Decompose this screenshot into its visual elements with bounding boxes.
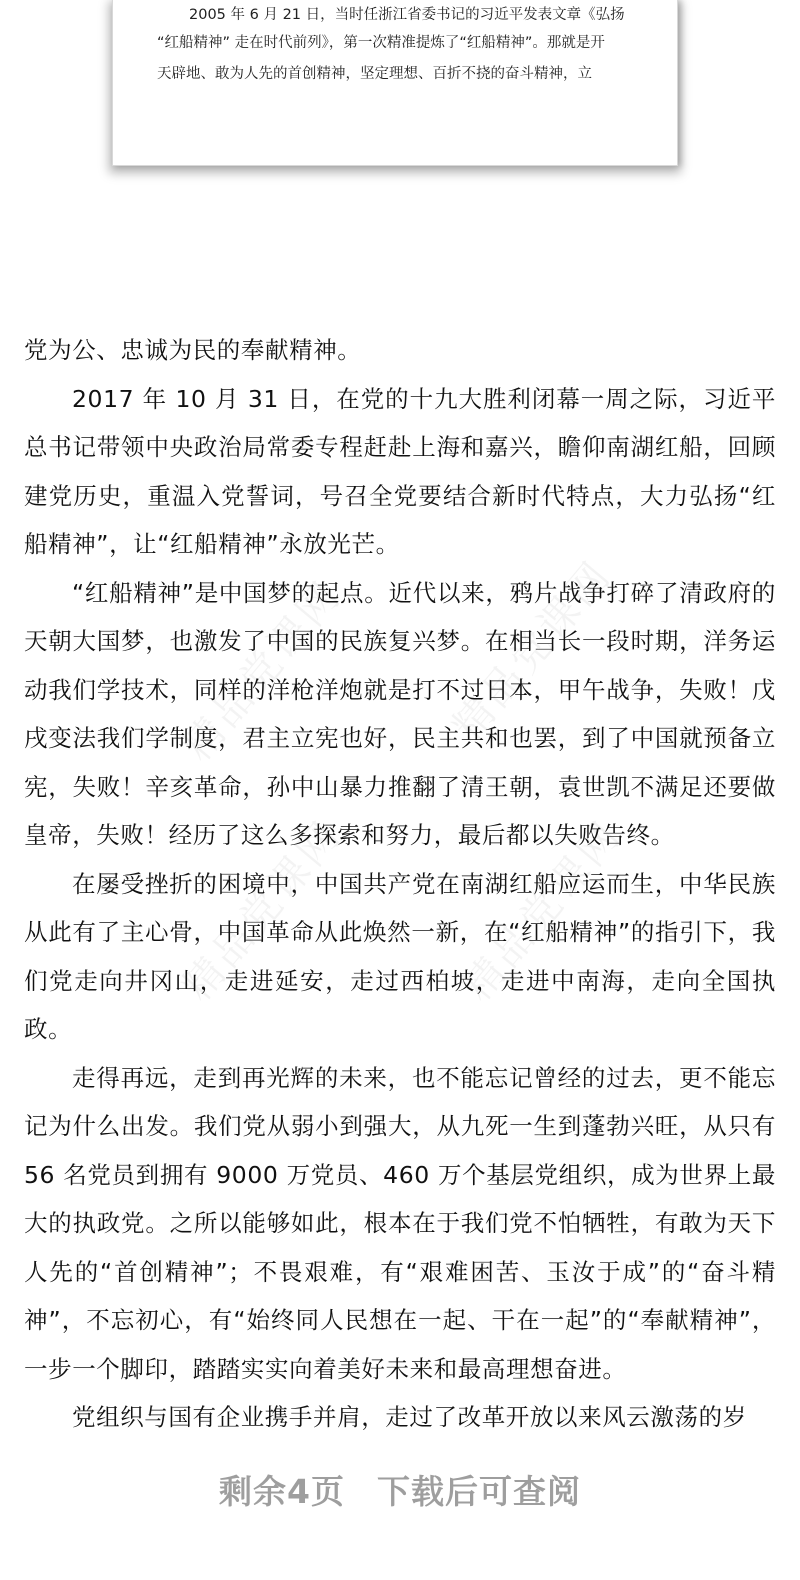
preview-line-1: 2005 年 6 月 21 日，当时任浙江省委书记的习近平发表文章《弘扬 <box>189 7 625 23</box>
article-paragraph: 党为公、忠诚为民的奉献精神。 <box>24 336 362 364</box>
article-paragraph: 在屡受挫折的困境中，中国共产党在南湖红船应运而生，中华民族从此有了主心骨，中国革命从此焕然一新，在“红船精神”的指引下，我们党走向井冈山，走进延安，走过西柏坡，走进中南海，走向全国执政。 <box>24 869 776 1043</box>
remaining-pages-banner[interactable] <box>0 1466 800 1513</box>
download-hint: 下载后可查阅 <box>376 1472 581 1511</box>
article-paragraph: “红船精神”是中国梦的起点。近代以来，鸦片战争打碎了清政府的天朝大国梦，也激发了中国的民族复兴梦。在相当长一段时期，洋务运动我们学技术，同样的洋枪洋炮就是打不过日本，甲午战争，失败！戊戌变法我们学制度，君主立宪也好，民主共和也罢，到了中国就预备立宪，失败！辛亥革命，孙中山暴力推翻了清王朝，袁世凯不满足还要做皇帝，失败！经历了这么多探索和努力，最后都以失败告终。 <box>24 578 776 849</box>
article-paragraph: 走得再远，走到再光辉的未来，也不能忘记曾经的过去，更不能忘记为什么出发。我们党从弱小到强大，从九死一生到蓬勃兴旺，从只有 56 名党员到拥有 9000 万党员、460 万个基层党组织，成为世界上最大的执政党。之所以能够如此，根本在于我们党不怕牺牲，有敢为天下人先的“首创精神”；不畏艰难，有“艰难困苦、玉汝于成”的“奋斗精神”，不忘初心，有“始终同人民想在一起、干在一起”的“奉献精神”，一步一个脚印，踏踏实实向着美好未来和最高理想奋进。 <box>24 1063 776 1383</box>
article-body <box>24 326 776 1442</box>
preview-line-3: 天辟地、敢为人先的首创精神，坚定理想、百折不挠的奋斗精神，立 <box>157 66 592 82</box>
remaining-pages-count: 剩余4页 <box>219 1472 345 1511</box>
article-paragraph: 2017 年 10 月 31 日，在党的十九大胜利闭幕一周之际，习近平总书记带领中央政治局常委专程赶赴上海和嘉兴，瞻仰南湖红船，回顾建党历史，重温入党誓词，号召全党要结合新时代特点，大力弘扬“红船精神”，让“红船精神”永放光芒。 <box>24 384 776 558</box>
document-preview-card <box>112 0 678 166</box>
article-paragraph: 党组织与国有企业携手并肩，走过了改革开放以来风云激荡的岁 <box>72 1403 747 1431</box>
preview-line-2: “红船精神” 走在时代前列》，第一次精准提炼了“红船精神”。那就是开 <box>157 35 605 51</box>
